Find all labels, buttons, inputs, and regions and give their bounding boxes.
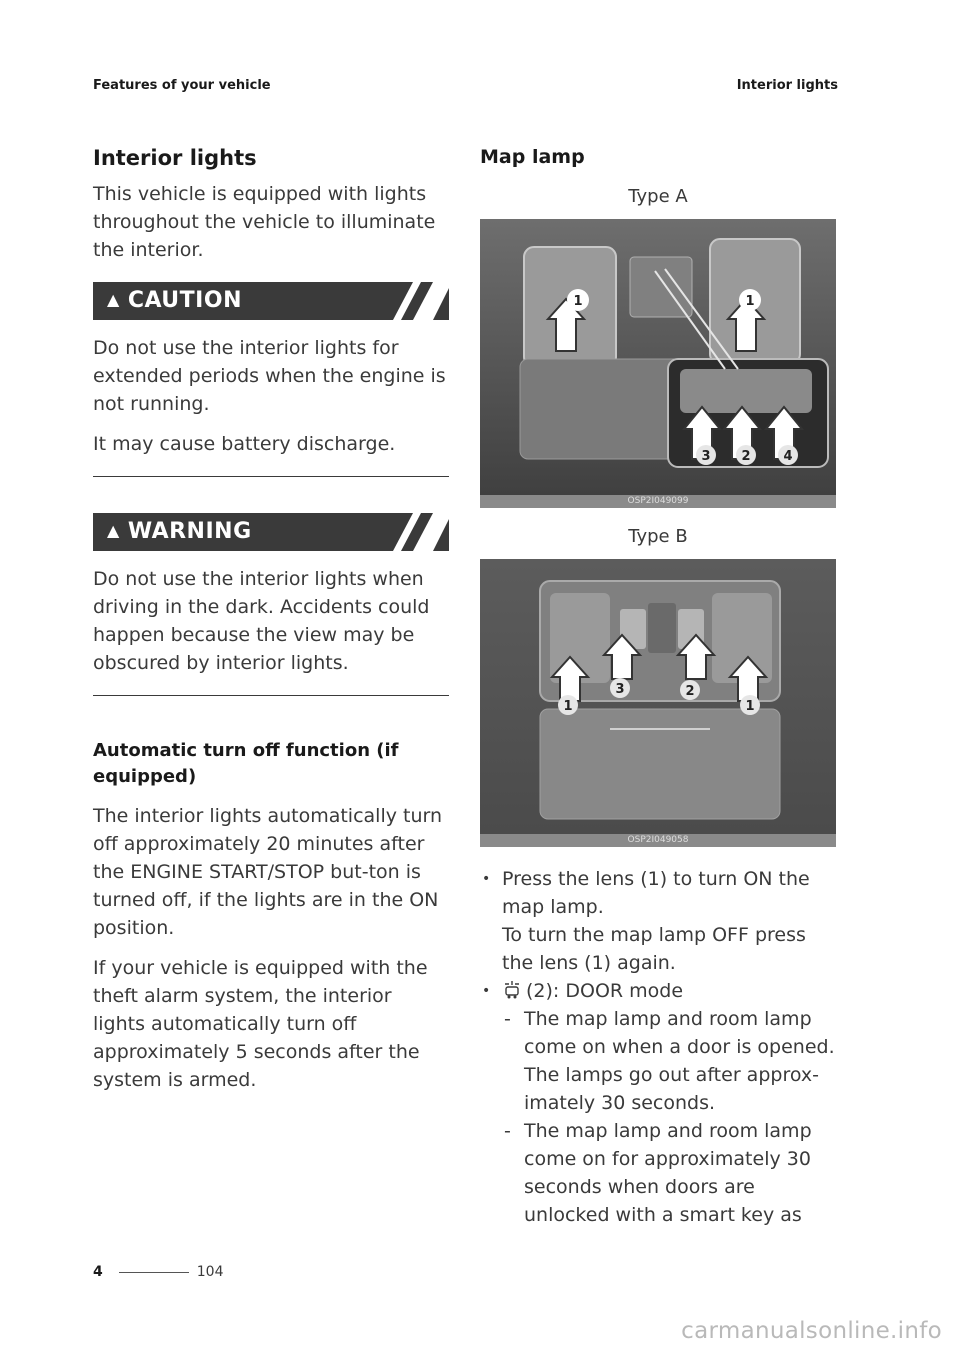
section-title: Interior lights bbox=[93, 146, 257, 170]
callout-1: 1 bbox=[745, 699, 755, 714]
warning-triangle-icon: ▲ bbox=[107, 290, 120, 309]
watermark: carmanualsonline.info bbox=[681, 1318, 942, 1344]
caution-end-rule bbox=[93, 476, 449, 477]
diagonal-stripes-icon bbox=[379, 282, 449, 320]
footer-rule bbox=[119, 1272, 189, 1273]
auto-off-text-2: If your vehicle is equipped with the theft alarm system, the interior lights automatically turn off approximately 5 seconds after the system is armed. bbox=[93, 957, 428, 1091]
type-a-photo bbox=[480, 219, 836, 508]
intro-paragraph: This vehicle is equipped with lights throughout the vehicle to illuminate the interior. bbox=[93, 183, 436, 261]
door-mode-details bbox=[502, 1005, 836, 1229]
warning-text: Do not use the interior lights when driving in the dark. Accidents could happen because the view may be obscured by interior lights. bbox=[93, 568, 430, 674]
type-b-illustration bbox=[480, 559, 836, 847]
bullet-1-text-b: To turn the map lamp OFF press the lens (1) again. bbox=[502, 924, 806, 974]
map-lamp-instructions bbox=[480, 865, 836, 1229]
list-item: - The map lamp and room lamp come on when a door is opened. The lamps go out after approx-imately 30 seconds. bbox=[502, 1005, 836, 1117]
callout-4: 4 bbox=[783, 449, 793, 464]
right-column bbox=[480, 142, 836, 1229]
warning-end-rule bbox=[93, 695, 449, 696]
diagonal-stripes-icon bbox=[379, 513, 449, 551]
door-mode-icon bbox=[502, 980, 522, 1000]
type-b-label: Type B bbox=[628, 526, 688, 547]
page-footer bbox=[93, 1264, 223, 1280]
type-a-label: Type A bbox=[628, 186, 688, 207]
callout-1: 1 bbox=[745, 294, 755, 309]
callout-2: 2 bbox=[741, 449, 751, 464]
list-item bbox=[480, 865, 836, 977]
callout-1: 1 bbox=[573, 294, 583, 309]
caution-banner bbox=[93, 282, 449, 320]
auto-off-text-1: The interior lights automatically turn off approximately 20 minutes after the ENGINE START/STOP but-ton is turned off, if the lights are in the ON position. bbox=[93, 805, 443, 939]
bullet-1-text-a: Press the lens (1) to turn ON the map lamp. bbox=[502, 868, 810, 918]
caution-text-2: It may cause battery discharge. bbox=[93, 433, 396, 455]
callout-3: 3 bbox=[701, 449, 711, 464]
auto-off-title: Automatic turn off function (if equipped) bbox=[93, 740, 399, 787]
type-a-illustration bbox=[480, 219, 836, 508]
page-number: 104 bbox=[196, 1264, 224, 1280]
warning-label: WARNING bbox=[127, 519, 252, 544]
type-b-photo bbox=[480, 559, 836, 847]
map-lamp-title: Map lamp bbox=[480, 146, 585, 168]
running-header-section: Features of your vehicle bbox=[93, 78, 271, 93]
chapter-number: 4 bbox=[93, 1264, 103, 1280]
bullet-2-text: (2): DOOR mode bbox=[526, 980, 684, 1002]
callout-3: 3 bbox=[615, 682, 625, 697]
warning-triangle-icon: ▲ bbox=[107, 521, 120, 540]
list-item: - The map lamp and room lamp come on for approximately 30 seconds when doors are unlocked with a smart key as bbox=[502, 1117, 836, 1229]
running-header-topic: Interior lights bbox=[736, 78, 838, 93]
type-b-image-code: OSP2I049058 bbox=[480, 834, 836, 847]
caution-label: CAUTION bbox=[127, 288, 242, 313]
left-column bbox=[93, 142, 449, 1106]
warning-banner bbox=[93, 513, 449, 551]
caution-text-1: Do not use the interior lights for extended periods when the engine is not running. bbox=[93, 337, 446, 415]
list-item bbox=[480, 977, 836, 1229]
callout-1: 1 bbox=[563, 699, 573, 714]
callout-2: 2 bbox=[685, 684, 695, 699]
type-a-image-code: OSP2I049099 bbox=[480, 495, 836, 508]
